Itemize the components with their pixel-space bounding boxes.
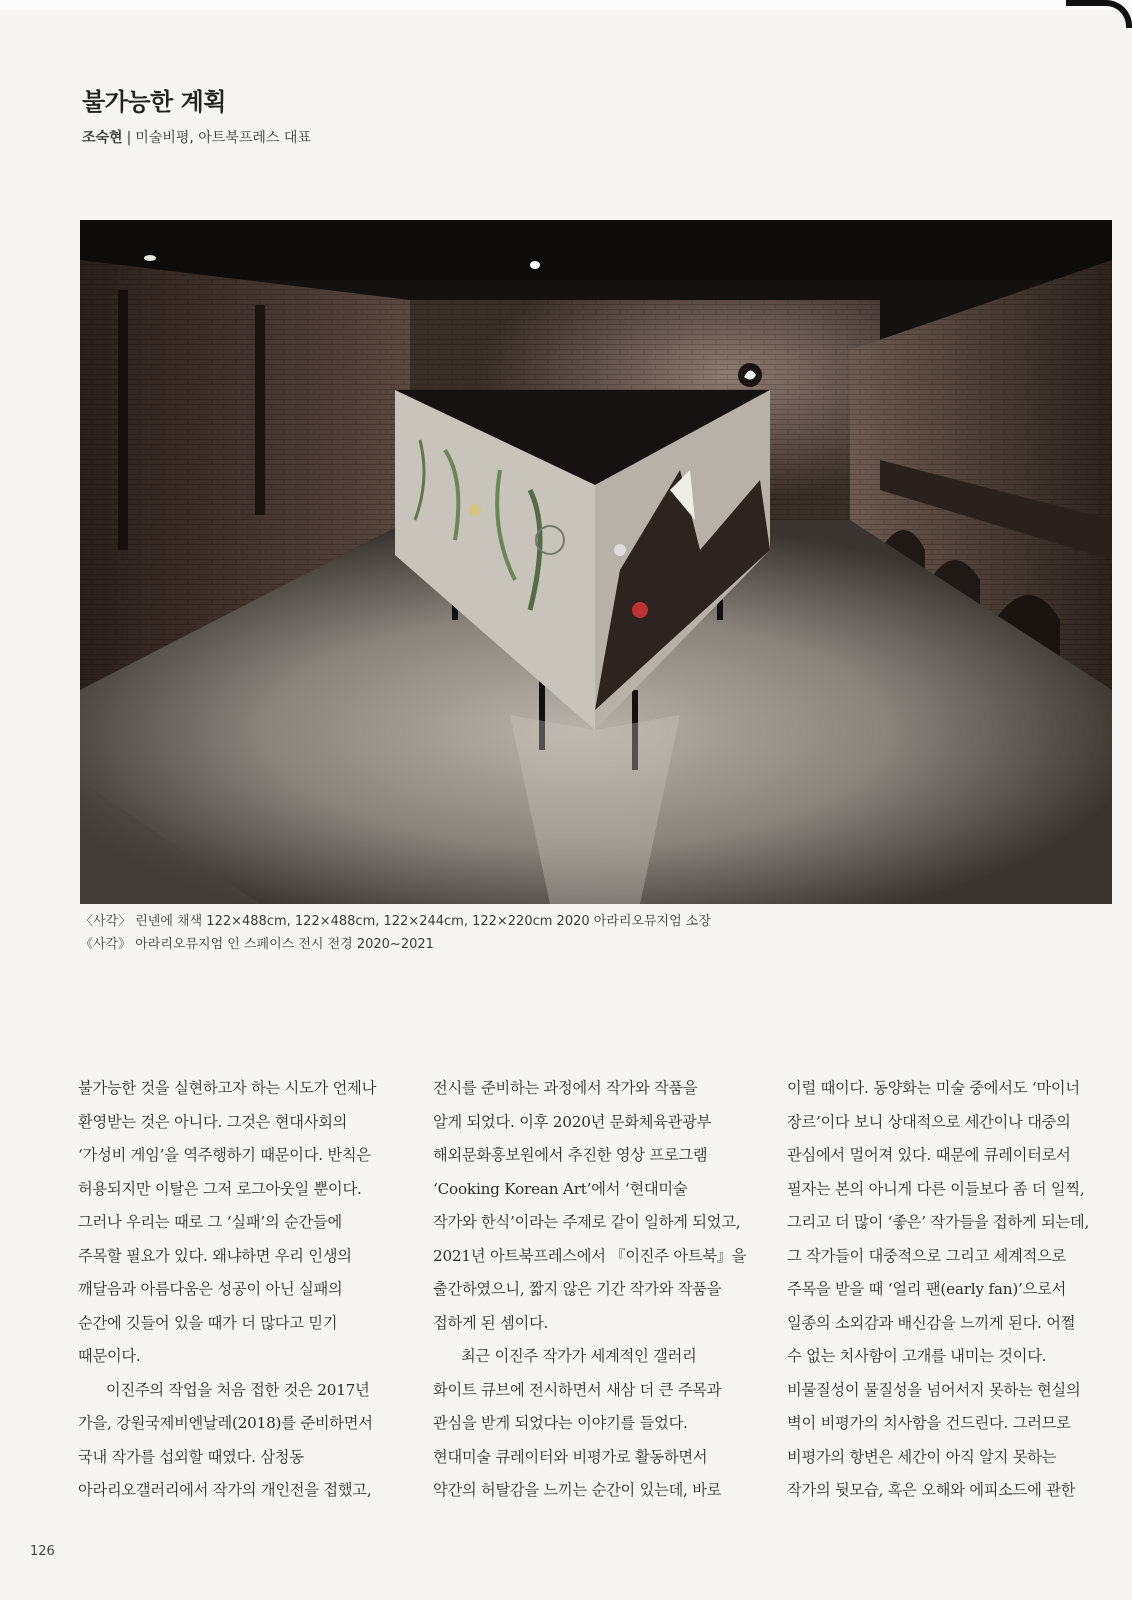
body-line: 해외문화홍보원에서 추진한 영상 프로그램 [433,1146,708,1164]
photo-caption [80,910,711,956]
body-column-2 [433,1072,763,1508]
body-line: 비평가의 항변은 세간이 아직 알지 못하는 [787,1447,1057,1466]
caption-line-2: 《사각》 아라리오뮤지엄 인 스페이스 전시 전경 2020~2021 [80,937,434,952]
body-line: 알게 되었다. 이후 2020년 문화체육관광부 [433,1112,712,1131]
body-line: 벽이 비평가의 치사함을 건드린다. 그러므로 [787,1414,1071,1432]
exhibition-photo-image [80,220,1112,904]
body-line: 가을, 강원국제비엔날레(2018)를 준비하면서 [78,1414,373,1432]
body-line: 허용되지만 이탈은 그저 로그아웃일 뿐이다. [78,1179,362,1198]
body-line: 깨달음과 아름다움은 성공이 아닌 실패의 [78,1280,343,1298]
body-line: 약간의 허탈감을 느끼는 순간이 있는데, 바로 [433,1481,722,1499]
body-line: 관심에서 멀어져 있다. 때문에 큐레이터로서 [787,1146,1071,1164]
body-line: 비물질성이 물질성을 넘어서지 못하는 현실의 [787,1380,1081,1399]
exhibition-photo [80,220,1112,904]
body-line: 장르’이다 보니 상대적으로 세간이나 대중의 [787,1112,1071,1131]
body-line: 아라리오갤러리에서 작가의 개인전을 접했고, [78,1481,372,1499]
body-line: 필자는 본의 아니게 다른 이들보다 좀 더 일찍, [787,1179,1085,1198]
author-role: 미술비평, 아트북프레스 대표 [135,130,311,146]
page-corner-mark [1066,0,1132,28]
body-line: 그리고 더 많이 ‘좋은’ 작가들을 접하게 되는데, [787,1213,1090,1231]
body-line: 접하게 된 셈이다. [433,1313,549,1332]
body-line: 이진주의 작업을 처음 접한 것은 2017년 [106,1380,370,1399]
body-line: 현대미술 큐레이터와 비평가로 활동하면서 [433,1447,708,1466]
page-top-edge [0,0,1132,10]
byline-separator: | [126,130,132,146]
body-line: 전시를 준비하는 과정에서 작가와 작품을 [433,1079,698,1097]
body-line: 2021년 아트북프레스에서 『이진주 아트북』을 [433,1246,747,1265]
body-line: 순간에 깃들어 있을 때가 더 많다고 믿기 [78,1313,338,1332]
body-line: 주목할 필요가 있다. 왜냐하면 우리 인생의 [78,1246,352,1265]
article-title: 불가능한 계획 [82,88,226,116]
body-line: 일종의 소외감과 배신감을 느끼게 된다. 어쩔 [787,1313,1076,1332]
body-line: 불가능한 것을 실현하고자 하는 시도가 언제나 [78,1079,377,1097]
author-name: 조숙현 [82,130,123,146]
body-column-3 [787,1072,1117,1508]
byline [82,127,311,147]
body-line: 출간하였으니, 짧지 않은 기간 작가와 작품을 [433,1280,722,1298]
body-line: ‘가성비 게임’을 역주행하기 때문이다. 반칙은 [78,1146,371,1164]
caption-line-1: 〈사각〉 린넨에 채색 122×488cm, 122×488cm, 122×244cm, 122×220cm 2020 아라리오뮤지엄 소장 [80,914,711,929]
body-line: 작가의 뒷모습, 혹은 오해와 에피소드에 관한 [787,1481,1076,1499]
body-line: 관심을 받게 되었다는 이야기를 들었다. [433,1414,688,1432]
body-line: 작가와 한식’이라는 주제로 같이 일하게 되었고, [433,1213,741,1231]
body-line: 그 작가들이 대중적으로 그리고 세계적으로 [787,1246,1066,1265]
body-line: 수 없는 치사함이 고개를 내미는 것이다. [787,1347,1047,1365]
body-line: 환영받는 것은 아니다. 그것은 현대사회의 [78,1112,348,1131]
body-line: 화이트 큐브에 전시하면서 새삼 더 큰 주목과 [433,1380,722,1399]
body-line: 주목을 받을 때 ‘얼리 팬(early fan)’으로서 [787,1280,1067,1298]
body-line: 최근 이진주 작가가 세계적인 갤러리 [461,1347,697,1365]
body-line: ‘Cooking Korean Art’에서 ‘현대미술 [433,1179,688,1198]
body-line: 국내 작가를 섭외할 때였다. 삼청동 [78,1447,304,1466]
body-line: 이럴 때이다. 동양화는 미술 중에서도 ‘마이너 [787,1079,1080,1097]
body-line: 그러나 우리는 때로 그 ‘실패’의 순간들에 [78,1213,342,1231]
body-column-1 [78,1072,408,1508]
page-number: 126 [30,1544,55,1559]
body-line: 때문이다. [78,1347,141,1365]
